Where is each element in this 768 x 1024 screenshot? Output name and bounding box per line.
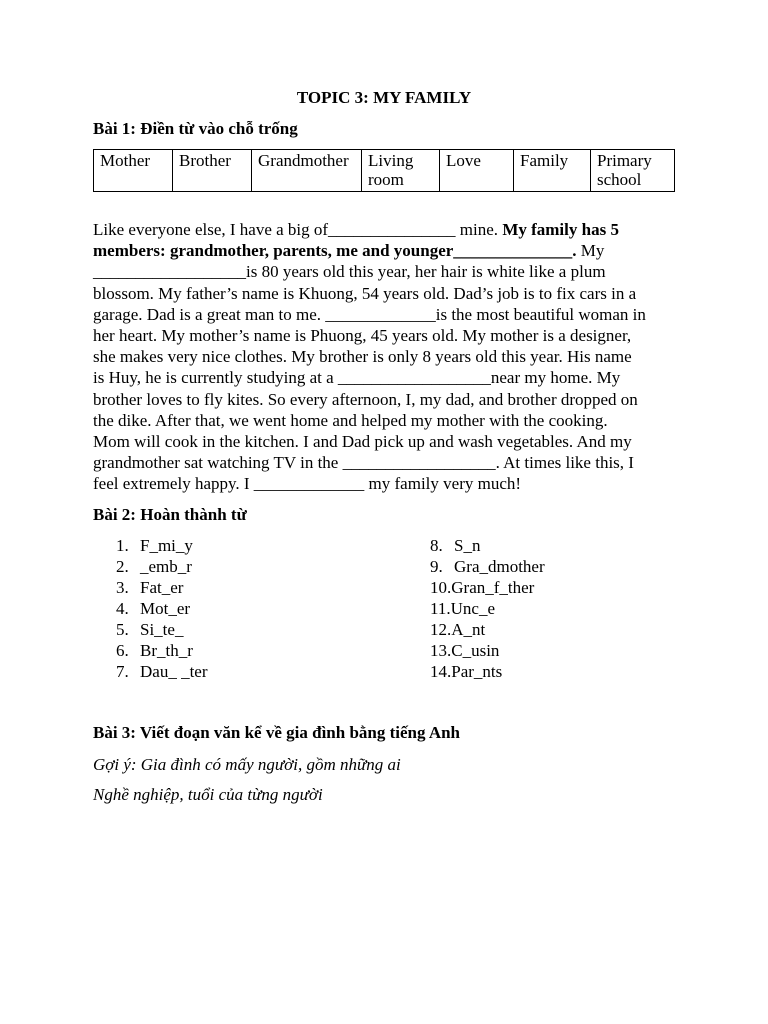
passage-line: grandmother sat watching TV in the __________________. At times like this, I [93, 453, 634, 473]
list-item [116, 577, 208, 598]
item-word: Unc_e [450, 599, 495, 618]
fill-in-passage [93, 219, 675, 495]
item-word: S_n [454, 536, 481, 555]
passage-line: feel extremely happy. I _____________ my family very much! [93, 474, 522, 494]
exercise2-heading: Bài 2: Hoàn thành từ [93, 505, 247, 524]
exercise1-heading: Bài 1: Điền từ vào chỗ trống [93, 119, 298, 138]
list-item [430, 598, 545, 619]
word-list-left [116, 535, 208, 682]
list-item [430, 619, 545, 640]
item-word: F_mi_y [140, 536, 193, 555]
passage-line: her heart. My mother’s name is Phuong, 45 years old. My mother is a designer, [93, 326, 632, 346]
exercise3-heading: Bài 3: Viết đoạn văn kể về gia đình bằng tiếng Anh [93, 723, 461, 742]
item-number: 12. [430, 620, 452, 639]
item-word: Fat_er [140, 578, 184, 597]
item-number: 14. [430, 662, 452, 681]
list-item [116, 661, 208, 682]
word-bank-cell: Love [440, 150, 514, 192]
item-number: 7. [116, 662, 129, 681]
item-number: 5. [116, 620, 129, 639]
item-word: Gra_dmother [454, 557, 545, 576]
item-word: Br_th_r [140, 641, 193, 660]
list-item [430, 640, 545, 661]
item-number: 11. [430, 599, 451, 618]
passage-line [93, 219, 675, 240]
list-item [430, 661, 545, 682]
word-list-right [430, 535, 545, 682]
item-word: Gran_f_ther [451, 578, 535, 597]
list-item [430, 535, 545, 556]
passage-line: __________________is 80 years old this year, her hair is white like a plum [93, 262, 606, 282]
exercise3-hint-2: Nghề nghiệp, tuổi của từng người [93, 785, 323, 804]
item-word: Si_te_ [140, 620, 184, 639]
list-item [116, 598, 208, 619]
list-item [116, 619, 208, 640]
list-item [116, 556, 208, 577]
item-number: 13. [430, 641, 452, 660]
passage-line: is Huy, he is currently studying at a __________________near my home. My [93, 368, 621, 388]
item-number: 1. [116, 536, 129, 555]
item-number: 10. [430, 578, 452, 597]
item-number: 9. [430, 557, 443, 576]
list-item [116, 640, 208, 661]
item-word: A_nt [451, 620, 486, 639]
item-number: 2. [116, 557, 129, 576]
list-item [430, 556, 545, 577]
page-title: TOPIC 3: MY FAMILY [296, 88, 472, 107]
list-item [430, 577, 545, 598]
passage-line: the dike. After that, we went home and helped my mother with the cooking. [93, 410, 608, 430]
passage-text: My [576, 241, 605, 261]
item-word: Mot_er [140, 599, 191, 618]
word-bank-cell: Mother [94, 150, 173, 192]
word-bank-cell: Family [514, 150, 591, 192]
passage-bold-text: members: grandmother, parents, me and younger______________. [93, 241, 577, 261]
item-number: 6. [116, 641, 129, 660]
passage-line [93, 240, 675, 261]
word-bank-cell: Grandmother [252, 150, 362, 192]
word-bank-cell: Living room [362, 150, 440, 192]
passage-line: she makes very nice clothes. My brother is only 8 years old this year. His name [93, 347, 632, 367]
item-number: 4. [116, 599, 129, 618]
item-word: Par_nts [451, 662, 503, 681]
item-number: 3. [116, 578, 129, 597]
passage-line: garage. Dad is a great man to me. _____________is the most beautiful woman in [93, 304, 646, 324]
item-word: C_usin [451, 641, 500, 660]
passage-line: blossom. My father’s name is Khuong, 54 years old. Dad’s job is to fix cars in a [93, 283, 637, 303]
passage-text: Like everyone else, I have a big of_______________ mine. [93, 220, 503, 239]
word-bank-table [93, 149, 675, 192]
exercise3-hint-1: Gợi ý: Gia đình có mấy người, gồm những ai [93, 755, 401, 774]
word-bank-cell: Brother [173, 150, 252, 192]
item-word: Dau_ _ter [140, 662, 208, 681]
word-bank-cell: Primary school [591, 150, 675, 192]
item-number: 8. [430, 536, 443, 555]
item-word: _emb_r [140, 557, 192, 576]
passage-bold-text: My family has 5 [502, 220, 619, 239]
passage-line: Mom will cook in the kitchen. I and Dad pick up and wash vegetables. And my [93, 432, 632, 452]
list-item [116, 535, 208, 556]
passage-line: brother loves to fly kites. So every afternoon, I, my dad, and brother dropped on [93, 389, 638, 409]
